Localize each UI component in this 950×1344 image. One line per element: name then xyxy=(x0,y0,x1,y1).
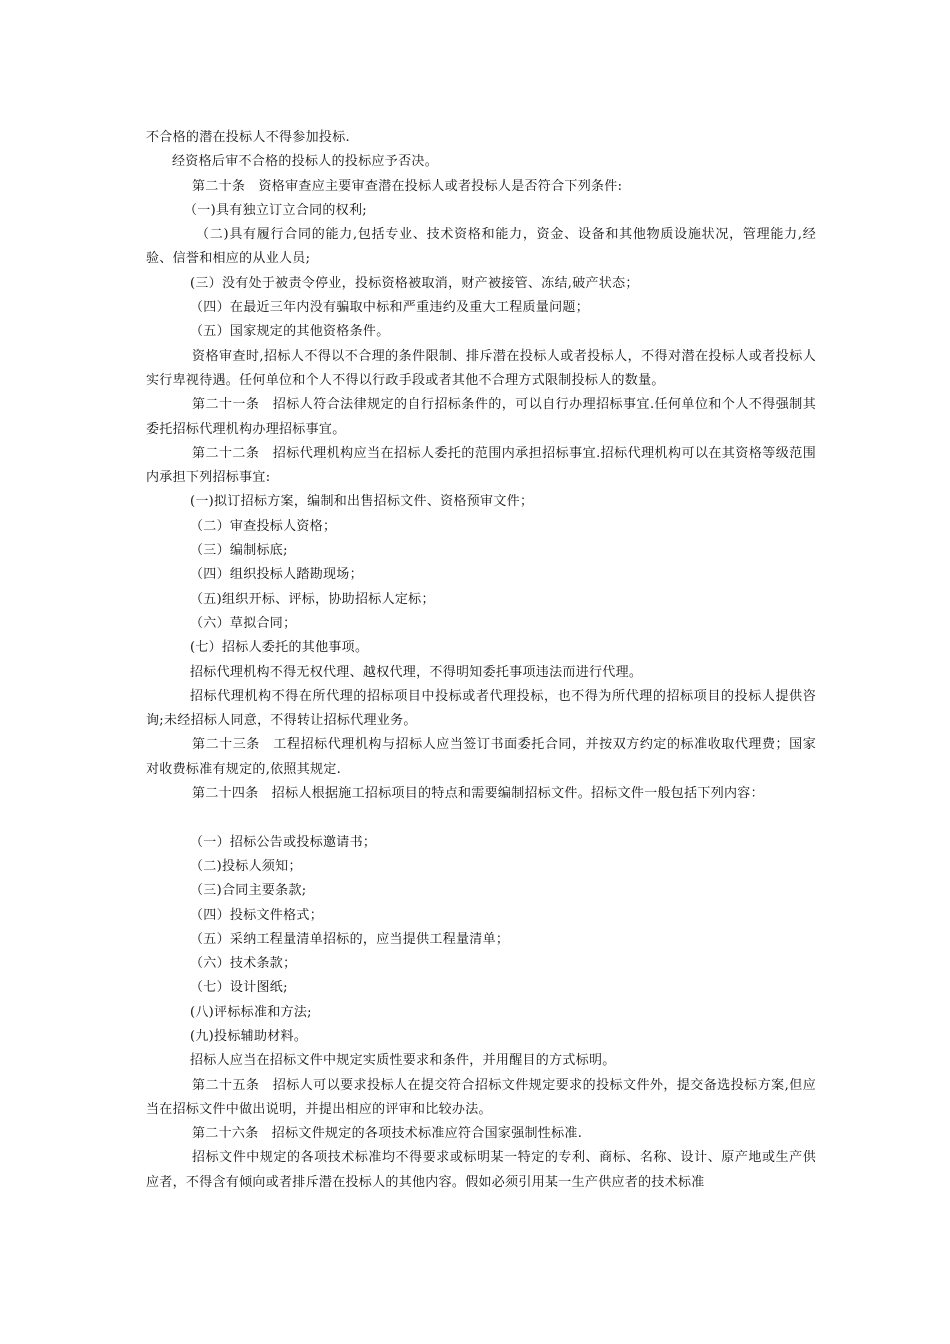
paragraph-substantive-requirements: 招标人应当在招标文件中规定实质性要求和条件，并用醒目的方式标明。 xyxy=(190,1053,616,1069)
list-item-article-22-6: （六）草拟合同； xyxy=(190,615,297,631)
list-item-article-22-1: (一)拟订招标方案，编制和出售招标文件、资格预审文件； xyxy=(190,494,534,510)
list-item-article-20-2: （二)具有履行合同的能力,包括专业、技术资格和能力，资金、设备和其他物质设施状况，管理能力,经验、信誉和相应的从业人员; xyxy=(146,227,816,267)
list-item-article-24-6: （六）技术条款； xyxy=(190,956,297,972)
paragraph-article-25: 第二十五条 招标人可以要求投标人在提交符合招标文件规定要求的投标文件外，提交备选投标方案,但应当在招标文件中做出说明，并提出相应的评审和比较办法。 xyxy=(146,1077,816,1117)
list-item-article-24-2: （二)投标人须知； xyxy=(190,858,302,874)
paragraph-post-qualification: 经资格后审不合格的投标人的投标应予否决。 xyxy=(172,154,439,170)
paragraph-article-22: 第二十二条 招标代理机构应当在招标人委托的范围内承担招标事宜.招标代理机构可以在其资格等级范围内承担下列招标事宜: xyxy=(146,445,816,486)
list-item-article-24-1: （一）招标公告或投标邀请书； xyxy=(190,834,377,850)
list-item-article-20-5: （五）国家规定的其他资格条件。 xyxy=(190,324,390,340)
paragraph-qualification-review: 资格审查时,招标人不得以不合理的条件限制、排斥潜在投标人或者投标人，不得对潜在投标人或者投标人实行卑视待遇。任何单位和个人不得以行政手段或者其他不合理方式限制投标人的数量。 xyxy=(146,348,816,388)
list-item-article-20-1: （一)具有独立订立合同的权利; xyxy=(184,202,367,218)
list-item-article-24-9: (九)投标辅助材料。 xyxy=(190,1028,308,1044)
list-item-article-24-8: (八)评标标准和方法; xyxy=(190,1004,312,1020)
list-item-article-22-5: （五)组织开标、评标，协助招标人定标； xyxy=(190,591,435,607)
paragraph-article-24: 第二十四条 招标人根据施工招标项目的特点和需要编制招标文件。招标文件一般包括下列内容： xyxy=(192,786,764,802)
paragraph-unqualified-bidders: 不合格的潜在投标人不得参加投标. xyxy=(146,130,350,145)
list-item-article-24-4: （四）投标文件格式； xyxy=(190,907,324,923)
blank-line xyxy=(146,806,816,830)
list-item-article-20-3: (三）没有处于被责令停业，投标资格被取消，财产被接管、冻结,破产状态； xyxy=(190,275,639,291)
paragraph-article-21: 第二十一条 招标人符合法律规定的自行招标条件的，可以自行办理招标事宜.任何单位和个人不得强制其委托招标代理机构办理招标事宜。 xyxy=(146,397,816,437)
paragraph-technical-standards: 招标文件中规定的各项技术标准均不得要求或标明某一特定的专利、商标、名称、设计、原产地或生产供应者，不得含有倾向或者排斥潜在投标人的其他内容。假如必须引用某一生产供应者的技术标准 xyxy=(146,1150,816,1190)
list-item-article-24-3: （三)合同主要条款; xyxy=(190,883,307,899)
list-item-article-20-4: （四）在最近三年内没有骗取中标和严重违约及重大工程质量问题； xyxy=(190,300,590,316)
list-item-article-22-4: （四）组织投标人踏勘现场； xyxy=(190,567,363,583)
list-item-article-22-3: （三）编制标底; xyxy=(190,543,288,559)
list-item-article-24-7: （七）设计图纸; xyxy=(190,980,288,996)
paragraph-agency-no-bidding: 招标代理机构不得在所代理的招标项目中投标或者代理投标，也不得为所代理的招标项目的投标人提供咨询;未经招标人同意，不得转让招标代理业务。 xyxy=(146,688,816,729)
paragraph-agency-restriction: 招标代理机构不得无权代理、越权代理，不得明知委托事项违法而进行代理。 xyxy=(190,664,643,680)
list-item-article-24-5: （五）采纳工程量清单招标的，应当提供工程量清单； xyxy=(190,931,510,947)
paragraph-article-26: 第二十六条 招标文件规定的各项技术标准应符合国家强制性标准. xyxy=(192,1126,583,1142)
list-item-article-22-2: （二）审查投标人资格； xyxy=(190,518,337,534)
document-body xyxy=(146,126,816,1195)
list-item-article-22-7: (七）招标人委托的其他事项。 xyxy=(190,640,369,656)
paragraph-article-20: 第二十条 资格审查应主要审查潜在投标人或者投标人是否符合下列条件: xyxy=(192,178,623,194)
paragraph-article-23: 第二十三条 工程招标代理机构与招标人应当签订书面委托合同，并按双方约定的标准收取代理费；国家对收费标准有规定的,依照其规定. xyxy=(146,737,816,777)
